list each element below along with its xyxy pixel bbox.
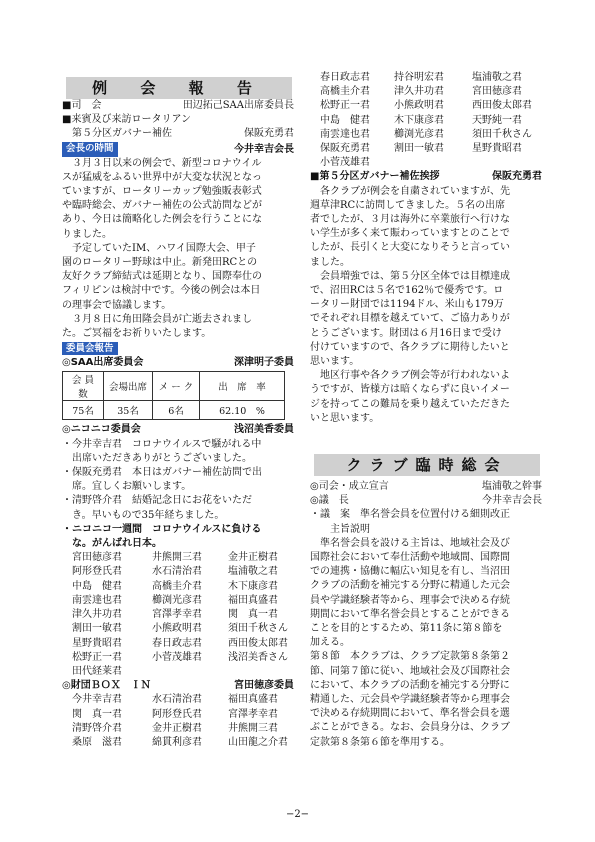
text-line: 主旨説明 — [310, 523, 370, 535]
list-item: 津久井功君 — [394, 86, 444, 98]
text-line: 出席いただきありがとうございました。 — [62, 452, 252, 464]
list-item: 南雲達也君 — [320, 128, 370, 140]
table-header-cell: メ ー ク — [153, 372, 200, 401]
committee-header — [62, 341, 294, 356]
text-line: い学生が多く来て賑わっていますとのことで — [310, 228, 510, 240]
list-item: 保阪充勇君 — [320, 143, 370, 155]
list-item: 南雲達也君 — [72, 594, 122, 606]
list-item: 宮田徳彦君 — [72, 552, 122, 564]
names-top-grid — [310, 71, 542, 170]
text-line: ていますが、ロータリーカップ勉強販表彰式 — [62, 186, 262, 198]
niko-messages — [62, 438, 294, 523]
list-item — [394, 156, 472, 170]
text-line: 席。宜しくお願いします。 — [62, 481, 192, 493]
list-item: 割田一敏君 — [72, 623, 122, 635]
box-name: 宮田徳彦委員 — [234, 680, 294, 692]
list-item: 持谷明宏君 — [394, 72, 444, 83]
list-item: 春日政志君 — [152, 637, 202, 649]
text-line: 期間において準名誉会員とすることができる — [310, 608, 510, 620]
list-item: 小菅茂雄君 — [152, 651, 202, 663]
text-line: 思います。 — [310, 356, 360, 368]
text-line: 第８節 本クラブは、クラブ定款第８条第２ — [310, 651, 510, 663]
text-line: で決める存続期間において、準名誉会員を選 — [310, 708, 510, 720]
list-item: 櫛渕光彦君 — [394, 128, 444, 140]
box-header — [62, 679, 294, 693]
list-item: 星野貴昭君 — [472, 143, 522, 155]
box-label: ◎財団ＢＯＸ ＩＮ — [62, 680, 151, 692]
left-column — [62, 99, 294, 750]
list-item: 阿形登氏君 — [152, 708, 202, 720]
list-item: 松野正一君 — [320, 100, 370, 112]
guest-role: 第５分区ガバナー補佐 — [72, 128, 172, 140]
list-item: 塩浦敬之君 — [228, 566, 278, 578]
right-column — [310, 71, 542, 426]
text-line: 各クラブが例会を自粛されていますが、先 — [310, 185, 510, 197]
table-cell: 6名 — [153, 401, 200, 420]
chair-row — [310, 480, 542, 494]
guests-label: ■来賓及び来訪ロータリアン — [62, 114, 192, 126]
attendance-table — [62, 371, 285, 420]
list-item: 中島 健君 — [72, 580, 122, 592]
text-line: 精通した、元会員や学識経験者等から理事会 — [310, 694, 510, 706]
text-line: ジを持ってこの難局を乗り越えていただきた — [310, 398, 510, 410]
chair-name: 塩浦敬之幹事 — [482, 481, 542, 492]
list-item: 須田千秋さん — [472, 128, 532, 140]
text-line: ３月８日に角田隆会員が亡逝去されまし — [62, 313, 252, 325]
niko-header — [62, 423, 294, 437]
list-item: 木下康彦君 — [394, 114, 444, 126]
niko-label: ◎ニコニコ委員会 — [62, 424, 141, 436]
assembly-body — [310, 537, 542, 750]
list-item: 宮田徳彦君 — [472, 86, 522, 98]
text-line: 国際社会において奉仕活動や地域間、国際間 — [310, 552, 510, 564]
list-item: 水石清治君 — [152, 694, 202, 706]
saa-label: ◎SAA出席委員会 — [62, 357, 144, 369]
list-item: 津久井功君 — [72, 609, 122, 621]
committee-tag: 委員会報告 — [62, 342, 118, 355]
list-item: 須田千秋さん — [228, 623, 288, 635]
list-item: 西田俊太郎君 — [228, 637, 288, 649]
text-line: ました。 — [310, 256, 350, 268]
report-title: 例 会 報 告 — [92, 79, 266, 97]
list-item: 山田龍之介君 — [228, 736, 288, 748]
text-line: フィリピンは検討中です。今後の例会は本日 — [62, 285, 261, 297]
list-item: 小菅茂雄君 — [320, 157, 370, 169]
governor-label: ■第５分区ガバナー補佐挨拶 — [310, 171, 440, 183]
list-item: 今井幸吉君 — [72, 694, 122, 706]
list-item: 天野純一君 — [472, 114, 522, 126]
governor-text — [310, 185, 542, 426]
list-item: 金井正樹君 — [152, 722, 202, 734]
text-line: や臨時総会、ガバナー補佐の公式訪問などが — [62, 200, 262, 212]
text-line: な。がんばれ日本。 — [62, 538, 162, 550]
text-line: りました。 — [62, 228, 112, 240]
text-line: ・今井幸吉君 コロナウイルスで騒がれる中 — [62, 438, 262, 450]
emcee-name: 田辺拓己SAA出席委員長 — [182, 100, 294, 111]
list-item: 阿形登氏君 — [72, 566, 122, 578]
text-line: 員や学識経験者等から、理事会で決める存続 — [310, 594, 510, 606]
list-item: 星野貴昭君 — [72, 637, 122, 649]
assembly-title-banner — [314, 454, 540, 476]
list-item: 金井正樹君 — [228, 552, 278, 564]
governor-header — [310, 170, 542, 184]
list-item — [152, 665, 228, 679]
text-line: ータリー財団では1194ドル、米山も179万 — [310, 299, 504, 311]
list-item: 小熊政明君 — [152, 623, 202, 635]
guest-name: 保阪充勇君 — [244, 128, 294, 140]
list-item — [228, 665, 304, 679]
list-item: 高橋圭介君 — [152, 580, 202, 592]
campaign-lines — [62, 523, 294, 551]
text-line: 準名誉会員を設ける主旨は、地域社会及び — [310, 537, 510, 549]
speaker-row — [310, 494, 542, 508]
text-line: 会員増強では、第５分区全体では目標達成 — [310, 270, 510, 282]
text-line: 地区行事や各クラブ例会等が行われないよ — [310, 370, 510, 382]
table-cell: 75名 — [63, 401, 104, 420]
governor-name: 保阪充勇君 — [492, 171, 542, 183]
list-item: 福田真盛君 — [228, 694, 278, 706]
list-item: 木下康彦君 — [228, 580, 278, 592]
page-number: −2− — [285, 809, 310, 820]
list-item: 井熊開三君 — [228, 722, 278, 734]
text-line: ・保阪充勇君 本日はガバナー補佐訪問で出 — [62, 467, 262, 479]
speaker-name: 今井幸吉会長 — [482, 495, 542, 507]
list-item: 浅沼美香さん — [228, 651, 288, 663]
table-cell: 62.10 % — [200, 401, 285, 420]
table-cell: 35名 — [104, 401, 153, 420]
text-line: 友好クラブ締結式は延期となり、国際奉仕の — [62, 271, 262, 283]
text-line: ぶことができる。なお、会員身分は、クラブ — [310, 722, 510, 734]
box-names-grid — [62, 693, 294, 750]
list-item: 関 真一君 — [228, 609, 278, 621]
text-line: うですが、皆様方は暗くならずに良いイメー — [310, 384, 510, 396]
list-item: 清野啓介君 — [72, 722, 122, 734]
guest-row — [62, 127, 294, 141]
emcee-row — [62, 99, 294, 113]
list-item: 水石清治君 — [152, 566, 202, 578]
text-line: ３月３日以来の例会で、新型コロナウイル — [62, 157, 262, 169]
niko-name: 浅沼美香委員 — [234, 424, 294, 436]
text-line: ・ニコニコ一週間 コロナウイルスに負ける — [62, 523, 262, 535]
text-line: た。ご冥福をお祈りいたします。 — [62, 328, 212, 340]
text-line: において、本クラブの活動を補完する分野に — [310, 679, 510, 691]
text-line: 付けていますので、各クラブに期待したいと — [310, 341, 510, 353]
text-line: の理事会で協議します。 — [62, 299, 172, 311]
list-item: 高橋圭介君 — [320, 86, 370, 98]
table-header-row — [63, 372, 285, 401]
list-item — [472, 156, 552, 170]
text-line: あり、今日は簡略化した例会を行うことにな — [62, 214, 262, 226]
text-line: 節、同第７節に従い、地域社会及び国際社会 — [310, 665, 510, 677]
list-item: 関 真一君 — [72, 708, 122, 720]
text-line: ことを目的とするため、第11条に第８節を — [310, 623, 503, 635]
list-item: 中島 健君 — [320, 114, 370, 126]
table-header-cell: 会 員 数 — [63, 372, 104, 401]
emcee-label: ■司 会 — [62, 100, 102, 111]
text-line: 者でしたが、３月は海外に卒業旅行へ行けな — [310, 214, 510, 226]
list-item: 福田真盛君 — [228, 594, 278, 606]
list-item: 塩浦敬之君 — [472, 72, 522, 83]
assembly-title: クラブ臨時総会 — [346, 456, 508, 474]
list-item: 宮澤孝幸君 — [228, 708, 278, 720]
text-line: 定款第８条第６節を準用する。 — [310, 736, 450, 748]
text-line: ・清野啓介君 結婚記念日にお花をいただ — [62, 495, 252, 507]
president-tag: 会長の時間 — [62, 142, 118, 157]
list-item: 小熊政明君 — [394, 100, 444, 112]
president-header — [62, 142, 294, 157]
text-line: で、沼田RCは５名で162％で優秀です。ロ — [310, 285, 504, 297]
speaker-label: ◎議 長 — [310, 495, 349, 507]
assembly-section — [310, 480, 542, 750]
list-item: 綿貫利彦君 — [152, 736, 202, 748]
text-line: でそれぞれ目標を越えていて、ご協力ありが — [310, 313, 510, 325]
text-line: ・議 案 準名誉会員を位置付ける細則改正 — [310, 509, 510, 521]
text-line: き。早いもので35年経ちました。 — [62, 509, 225, 521]
saa-header — [62, 356, 294, 370]
report-title-banner — [66, 77, 292, 99]
table-header-cell: 出 席 率 — [200, 372, 285, 401]
text-line: 予定していたIM、ハワイ国際大会、甲子 — [62, 242, 256, 254]
list-item: 田代経莱君 — [72, 665, 122, 677]
text-line: とうございます。財団は６月16日まで受け — [310, 327, 502, 339]
chair-label: ◎司会・成立宣言 — [310, 481, 389, 492]
saa-name: 深津明子委員 — [234, 357, 294, 369]
list-item: 櫛渕光彦君 — [152, 594, 202, 606]
list-item: 西田俊太郎君 — [472, 100, 532, 112]
text-line: 園のロータリー野球は中止。新発田RCとの — [62, 257, 258, 269]
list-item: 井熊開三君 — [152, 552, 202, 564]
list-item: 桑原 滋君 — [72, 736, 122, 748]
president-text — [62, 157, 294, 342]
table-header-cell: 会場出席 — [104, 372, 153, 401]
text-line: クラブの活動を補完する分野に精通した元会 — [310, 580, 510, 592]
text-line: スが猛威をふるい世界中が大変な状況となっ — [62, 171, 262, 183]
text-line: での連携・協働に幅広い知見を有し、当沼田 — [310, 566, 510, 578]
text-line: したが、長引くと大変になりそうと言ってい — [310, 242, 510, 254]
text-line: 加える。 — [310, 637, 350, 649]
text-line: いと思います。 — [310, 412, 380, 424]
list-item: 春日政志君 — [320, 72, 370, 83]
list-item: 宮澤孝幸君 — [152, 609, 202, 621]
table-row — [63, 401, 285, 420]
text-line: 週草津RCに訪問してきました。５名の出席 — [310, 199, 506, 211]
president-name: 今井幸吉会長 — [234, 143, 294, 155]
agenda — [310, 508, 542, 536]
list-item: 割田一敏君 — [394, 143, 444, 155]
campaign-names-grid — [62, 551, 294, 679]
list-item: 松野正一君 — [72, 651, 122, 663]
